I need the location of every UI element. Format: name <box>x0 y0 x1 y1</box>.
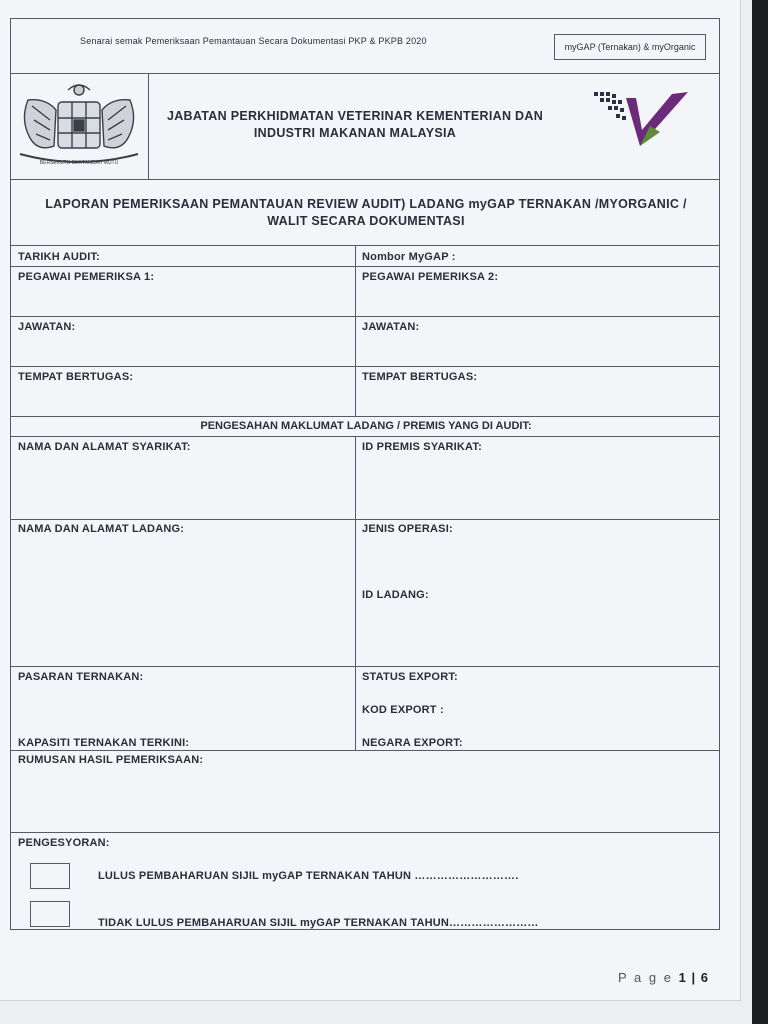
field-pegawai-1: PEGAWAI PEMERIKSA 1: <box>18 271 155 283</box>
divider <box>355 245 356 416</box>
divider <box>10 519 720 520</box>
field-tarikh-audit: TARIKH AUDIT: <box>18 251 101 263</box>
field-id-ladang: ID LADANG: <box>362 589 429 601</box>
field-tempat-1: TEMPAT BERTUGAS: <box>18 371 134 383</box>
field-rumusan: RUMUSAN HASIL PEMERIKSAAN: <box>18 754 204 766</box>
page-footer: P a g e 1 | 6 <box>618 970 708 985</box>
field-jawatan-2: JAWATAN: <box>362 321 420 333</box>
field-pegawai-2: PEGAWAI PEMERIKSA 2: <box>362 271 499 283</box>
field-tempat-2: TEMPAT BERTUGAS: <box>362 371 478 383</box>
field-kod-export: KOD EXPORT : <box>362 704 444 716</box>
divider <box>10 436 720 437</box>
field-id-premis: ID PREMIS SYARIKAT: <box>362 441 482 453</box>
agency-line-2: INDUSTRI MAKANAN MALAYSIA <box>253 126 457 140</box>
field-negara-export: NEGARA EXPORT: <box>362 737 463 749</box>
option-lulus-label: LULUS PEMBAHARUAN SIJIL myGAP TERNAKAN TAHUN ………………………. <box>98 870 519 882</box>
report-title-line-1: LAPORAN PEMERIKSAAN PEMANTAUAN REVIEW AUDIT) LADANG myGAP TERNAKAN /MYORGANIC / <box>45 197 687 211</box>
scan-background <box>752 0 768 1024</box>
field-kapasiti: KAPASITI TERNAKAN TERKINI: <box>18 737 190 749</box>
agency-line-1: JABATAN PERKHIDMATAN VETERINAR KEMENTERIAN DAN <box>166 109 544 123</box>
divider <box>10 73 720 74</box>
field-nama-ladang: NAMA DAN ALAMAT LADANG: <box>18 523 185 535</box>
malaysia-coat-of-arms-icon <box>16 80 142 168</box>
divider <box>10 832 720 833</box>
tidak-lulus-checkbox[interactable] <box>30 901 70 927</box>
divider <box>10 245 720 246</box>
program-badge-text: myGAP (Ternakan) & myOrganic <box>564 42 696 52</box>
field-nombor-mygap: Nombor MyGAP : <box>362 251 456 263</box>
divider <box>10 266 720 267</box>
agency-name <box>150 108 560 142</box>
field-nama-syarikat: NAMA DAN ALAMAT SYARIKAT: <box>18 441 191 453</box>
divider <box>148 73 149 179</box>
field-pasaran: PASARAN TERNAKAN: <box>18 671 144 683</box>
page-number: 1 <box>678 970 686 985</box>
divider <box>10 179 720 180</box>
report-title <box>12 196 720 230</box>
section-heading: PENGESAHAN MAKLUMAT LADANG / PREMIS YANG DI AUDIT: <box>200 420 532 432</box>
checklist-title: Senarai semak Pemeriksaan Pemantauan Secara Dokumentasi PKP & PKPB 2020 <box>80 36 427 46</box>
divider <box>10 366 720 367</box>
report-title-line-2: WALIT SECARA DOKUMENTASI <box>267 214 465 228</box>
page-word: P a g e <box>618 970 673 985</box>
divider <box>10 666 720 667</box>
divider <box>10 416 720 417</box>
divider <box>355 436 356 750</box>
mygap-logo-icon <box>590 86 694 152</box>
lulus-checkbox[interactable] <box>30 863 70 889</box>
divider <box>10 316 720 317</box>
divider <box>10 750 720 751</box>
field-jenis-operasi: JENIS OPERASI: <box>362 523 453 535</box>
page-total: 6 <box>700 970 708 985</box>
field-pengesyoran: PENGESYORAN: <box>18 837 110 849</box>
crest-motto: BERSEKUTU BERTAMBAH MUTU <box>39 160 119 166</box>
option-tidak-lulus-label: TIDAK LULUS PEMBAHARUAN SIJIL myGAP TERNAKAN TAHUN…………………… <box>98 917 539 929</box>
field-status-export: STATUS EXPORT: <box>362 671 458 683</box>
field-jawatan-1: JAWATAN: <box>18 321 76 333</box>
